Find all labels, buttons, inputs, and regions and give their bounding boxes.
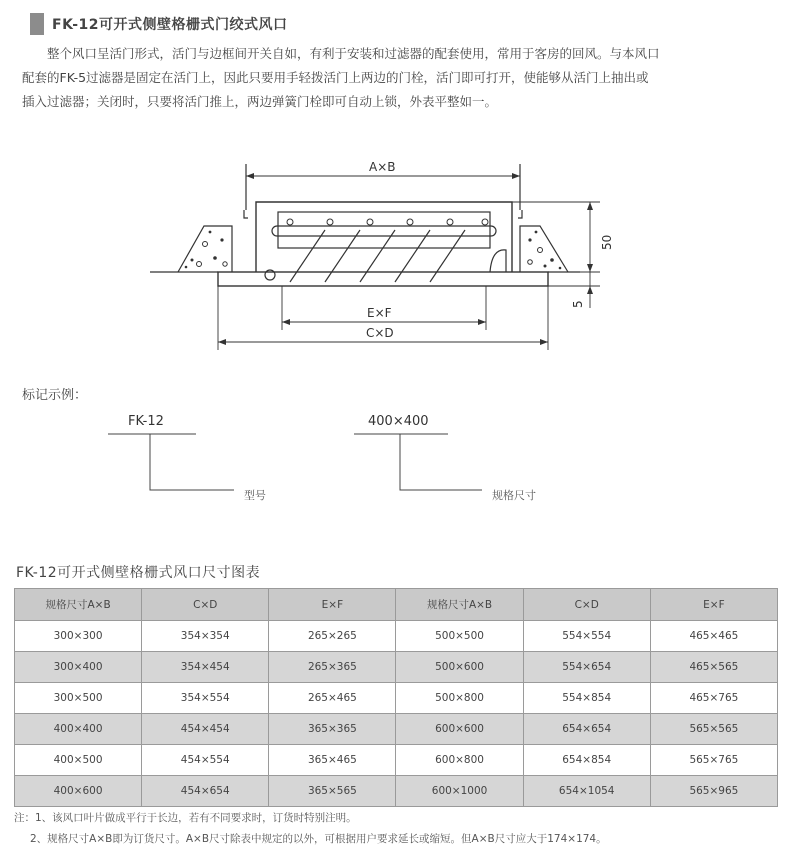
- table-cell: 265×265: [269, 621, 396, 652]
- arrowhead: [587, 286, 593, 294]
- example-spec-label: 规格尺寸: [492, 489, 536, 502]
- table-cell: 565×565: [650, 714, 777, 745]
- mounting-tab-right: [518, 210, 522, 218]
- concrete-fill-right: [528, 231, 562, 270]
- table-cell: 500×600: [396, 652, 523, 683]
- arrowhead: [246, 173, 254, 179]
- model-leader: [150, 434, 234, 490]
- table-title: FK-12可开式侧壁格栅式风口尺寸图表: [16, 565, 261, 581]
- dim-label-5: 5: [571, 300, 585, 308]
- table-row: [15, 683, 778, 714]
- table-cell: 500×500: [396, 621, 523, 652]
- arrowhead: [587, 202, 593, 210]
- table-cell: 600×1000: [396, 776, 523, 807]
- table-cell: 354×554: [142, 683, 269, 714]
- table-row: [15, 776, 778, 807]
- table-cell: 654×1054: [523, 776, 650, 807]
- table-header-cell: C×D: [142, 589, 269, 621]
- table-cell: 400×600: [15, 776, 142, 807]
- footnote-1: 注：1、该风口叶片做成平行于长边，若有不同要求时，订货时特别注明。: [14, 812, 357, 824]
- table-cell: 454×454: [142, 714, 269, 745]
- table-cell: 600×600: [396, 714, 523, 745]
- table-cell: 465×465: [650, 621, 777, 652]
- footnote-2: 2、规格尺寸A×B即为订货尺寸。A×B尺寸除表中规定的以外，可根据用户要求延长或缩短。但A×B尺寸应大于174×174。: [30, 833, 607, 845]
- arrowhead: [478, 319, 486, 325]
- table-header-cell: C×D: [523, 589, 650, 621]
- louver-blade: [360, 230, 395, 282]
- footnotes: [14, 808, 607, 850]
- louver-blade: [290, 230, 325, 282]
- table-cell: 500×800: [396, 683, 523, 714]
- table-cell: 565×965: [650, 776, 777, 807]
- table-cell: 365×465: [269, 745, 396, 776]
- table-cell: 465×565: [650, 652, 777, 683]
- example-model-label: 型号: [244, 489, 266, 502]
- table-row: [15, 714, 778, 745]
- section-header: [30, 12, 288, 36]
- table-cell: 554×554: [523, 621, 650, 652]
- arrowhead: [218, 339, 226, 345]
- section-title: FK-12可开式侧壁格栅式门绞式风口: [52, 17, 288, 33]
- bolt-heads: [287, 219, 488, 225]
- arrowhead: [512, 173, 520, 179]
- wall-block-left: [178, 226, 232, 272]
- size-table: [14, 588, 778, 807]
- table-cell: 565×765: [650, 745, 777, 776]
- mounting-tab-left: [244, 210, 248, 218]
- table-row: [15, 745, 778, 776]
- dim-label-ab: A×B: [369, 160, 396, 174]
- intro-paragraph: [22, 42, 777, 114]
- table-header-cell: 规格尺寸A×B: [15, 589, 142, 621]
- table-cell: 265×465: [269, 683, 396, 714]
- dim-label-50: 50: [600, 234, 614, 250]
- table-cell: 554×854: [523, 683, 650, 714]
- table-cell: 365×565: [269, 776, 396, 807]
- table-row: [15, 652, 778, 683]
- table-cell: 354×454: [142, 652, 269, 683]
- table-cell: 400×400: [15, 714, 142, 745]
- louver-blade: [325, 230, 360, 282]
- intro-line: 配套的FK-5过滤器是固定在活门上，因此只要用手轻拨活门上两边的门栓，活门即可打开，使能够从活门上抽出或: [22, 70, 649, 85]
- table-cell: 454×554: [142, 745, 269, 776]
- dim-label-cd: C×D: [366, 326, 394, 340]
- grille-section-diagram: [0, 140, 790, 370]
- table-header-cell: 规格尺寸A×B: [396, 589, 523, 621]
- section-marker: [30, 13, 44, 35]
- example-spec-code: 400×400: [368, 414, 429, 429]
- arrowhead: [282, 319, 290, 325]
- table-cell: 300×300: [15, 621, 142, 652]
- table-cell: 554×654: [523, 652, 650, 683]
- table-header-cell: E×F: [650, 589, 777, 621]
- table-cell: 300×500: [15, 683, 142, 714]
- table-cell: 354×354: [142, 621, 269, 652]
- table-cell: 600×800: [396, 745, 523, 776]
- spring-latch: [490, 250, 506, 272]
- table-cell: 454×654: [142, 776, 269, 807]
- table-header-row: [15, 589, 778, 621]
- table-cell: 365×365: [269, 714, 396, 745]
- dim-label-ef: E×F: [367, 306, 392, 320]
- spec-leader: [400, 434, 482, 490]
- arrowhead: [540, 339, 548, 345]
- louver-blade: [430, 230, 465, 282]
- table-cell: 300×400: [15, 652, 142, 683]
- marking-example-title: 标记示例：: [22, 388, 88, 403]
- table-cell: 654×854: [523, 745, 650, 776]
- table-cell: 400×500: [15, 745, 142, 776]
- table-row: [15, 621, 778, 652]
- table-header-cell: E×F: [269, 589, 396, 621]
- intro-line: 插入过滤器；关闭时，只要将活门推上，两边弹簧门栓即可自动上锁，外表平整如一。: [22, 94, 498, 109]
- marking-leader-lines: [0, 428, 790, 508]
- louver-blade: [395, 230, 430, 282]
- table-cell: 465×765: [650, 683, 777, 714]
- filter-housing: [278, 212, 490, 248]
- example-model-code: FK-12: [128, 414, 164, 429]
- arrowhead: [587, 264, 593, 272]
- table-cell: 265×365: [269, 652, 396, 683]
- intro-line: 整个风口呈活门形式，活门与边框间开关自如，有利于安装和过滤器的配套使用，常用于客房的回风。与本风口: [47, 46, 660, 61]
- table-cell: 654×654: [523, 714, 650, 745]
